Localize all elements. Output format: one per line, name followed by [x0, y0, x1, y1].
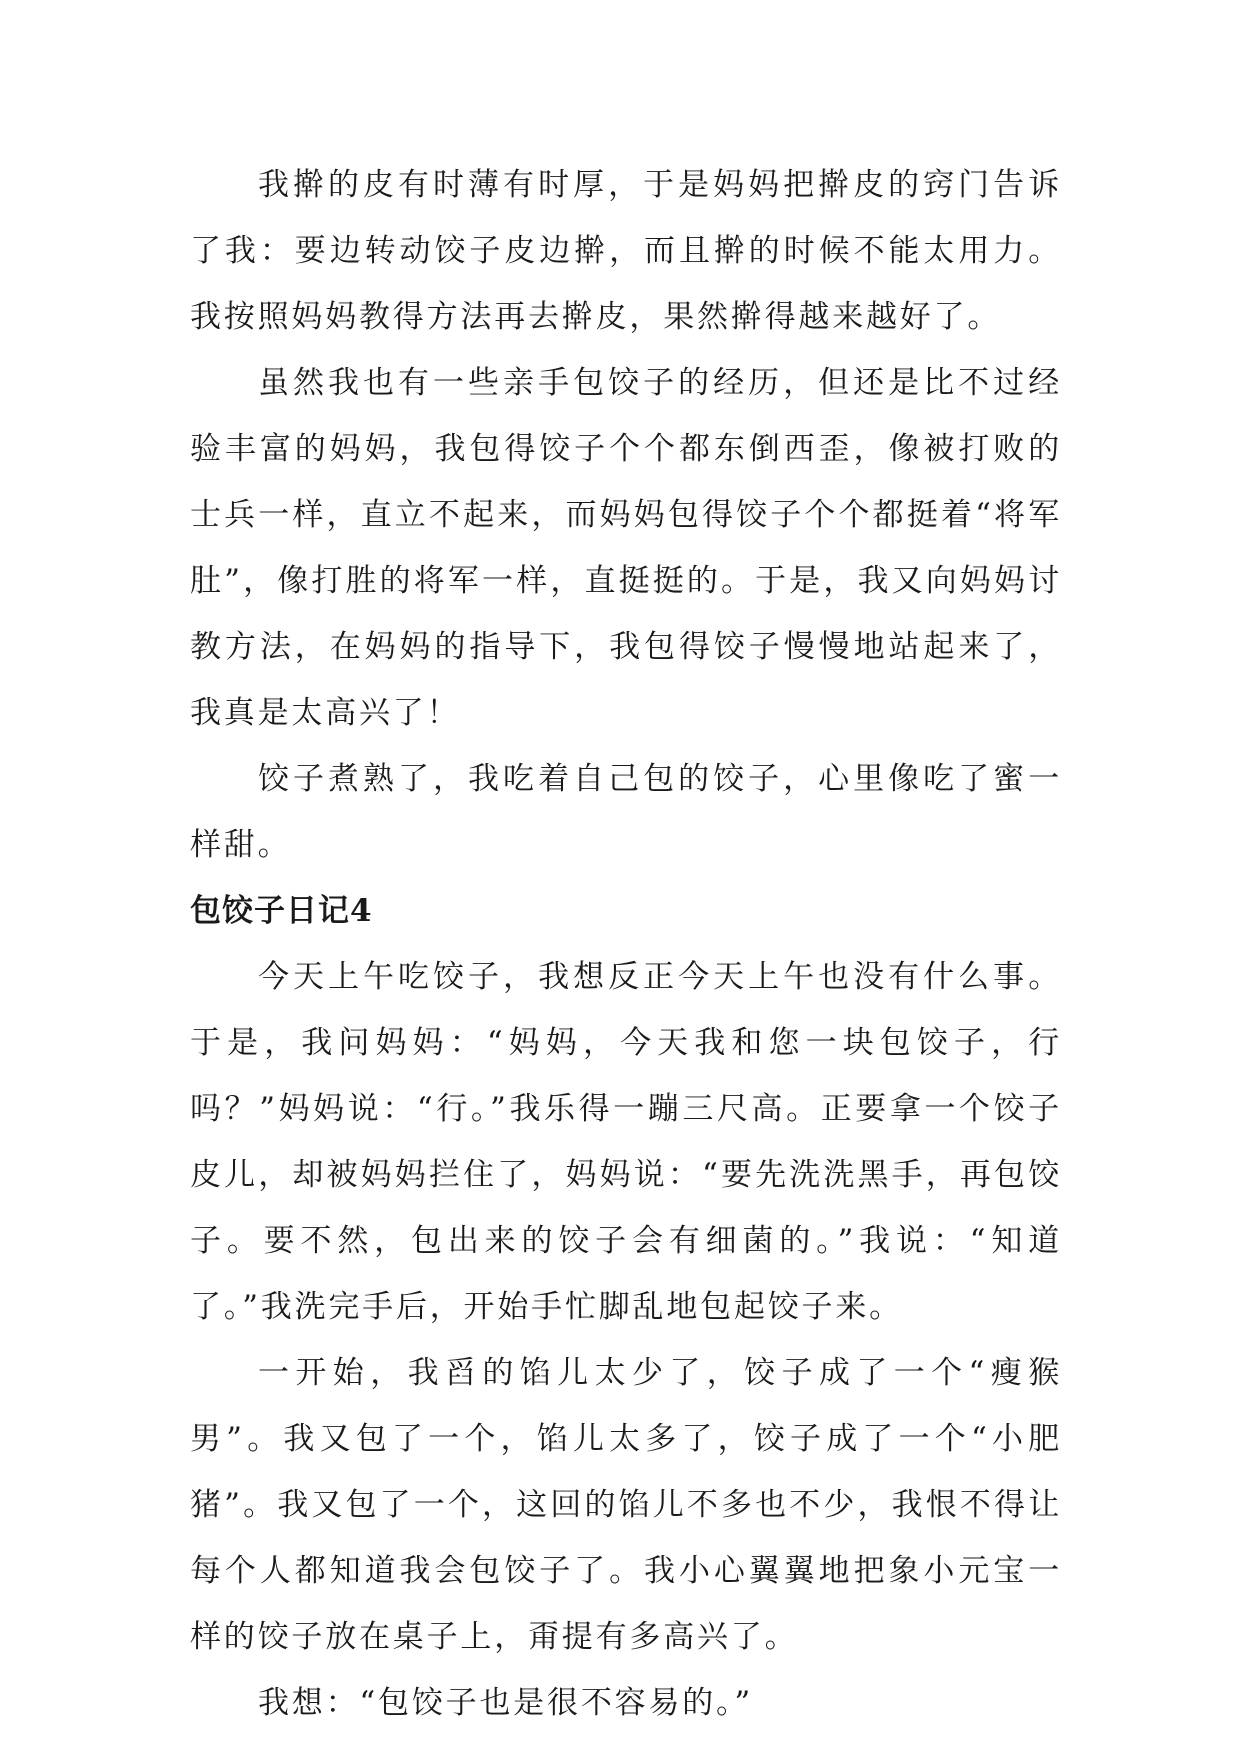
- section-title: 包饺子日记4: [190, 893, 373, 929]
- paragraph: 一开始，我舀的馅儿太少了，饺子成了一个“瘦猴男”。我又包了一个，馅儿太多了，饺子成了一个“小肥猪”。我又包了一个，这回的馅儿不多也不少，我恨不得让每个人都知道我会包饺子了。我小心翼翼地把象小元宝一样的饺子放在桌子上，甭提有多高兴了。: [190, 1355, 1062, 1655]
- paragraph: 饺子煮熟了，我吃着自己包的饺子，心里像吃了蜜一样甜。: [190, 761, 1062, 863]
- paragraph: 我擀的皮有时薄有时厚，于是妈妈把擀皮的窍门告诉了我：要边转动饺子皮边擀，而且擀的时候不能太用力。我按照妈妈教得方法再去擀皮，果然擀得越来越好了。: [190, 167, 1062, 335]
- paragraph: 我想：“包饺子也是很不容易的。”: [258, 1685, 753, 1721]
- paragraph: 今天上午吃饺子，我想反正今天上午也没有什么事。于是，我问妈妈：“妈妈，今天我和您一块包饺子，行吗？”妈妈说：“行。”我乐得一蹦三尺高。正要拿一个饺子皮儿，却被妈妈拦住了，妈妈说：“要先洗洗黑手，再包饺子。要不然，包出来的饺子会有细菌的。”我说：“知道了。”我洗完手后，开始手忙脚乱地包起饺子来。: [190, 959, 1062, 1325]
- document-body: [190, 152, 1062, 1736]
- paragraph: 虽然我也有一些亲手包饺子的经历，但还是比不过经验丰富的妈妈，我包得饺子个个都东倒西歪，像被打败的士兵一样，直立不起来，而妈妈包得饺子个个都挺着“将军肚”，像打胜的将军一样，直挺挺的。于是，我又向妈妈讨教方法，在妈妈的指导下，我包得饺子慢慢地站起来了，我真是太高兴了！: [190, 365, 1062, 731]
